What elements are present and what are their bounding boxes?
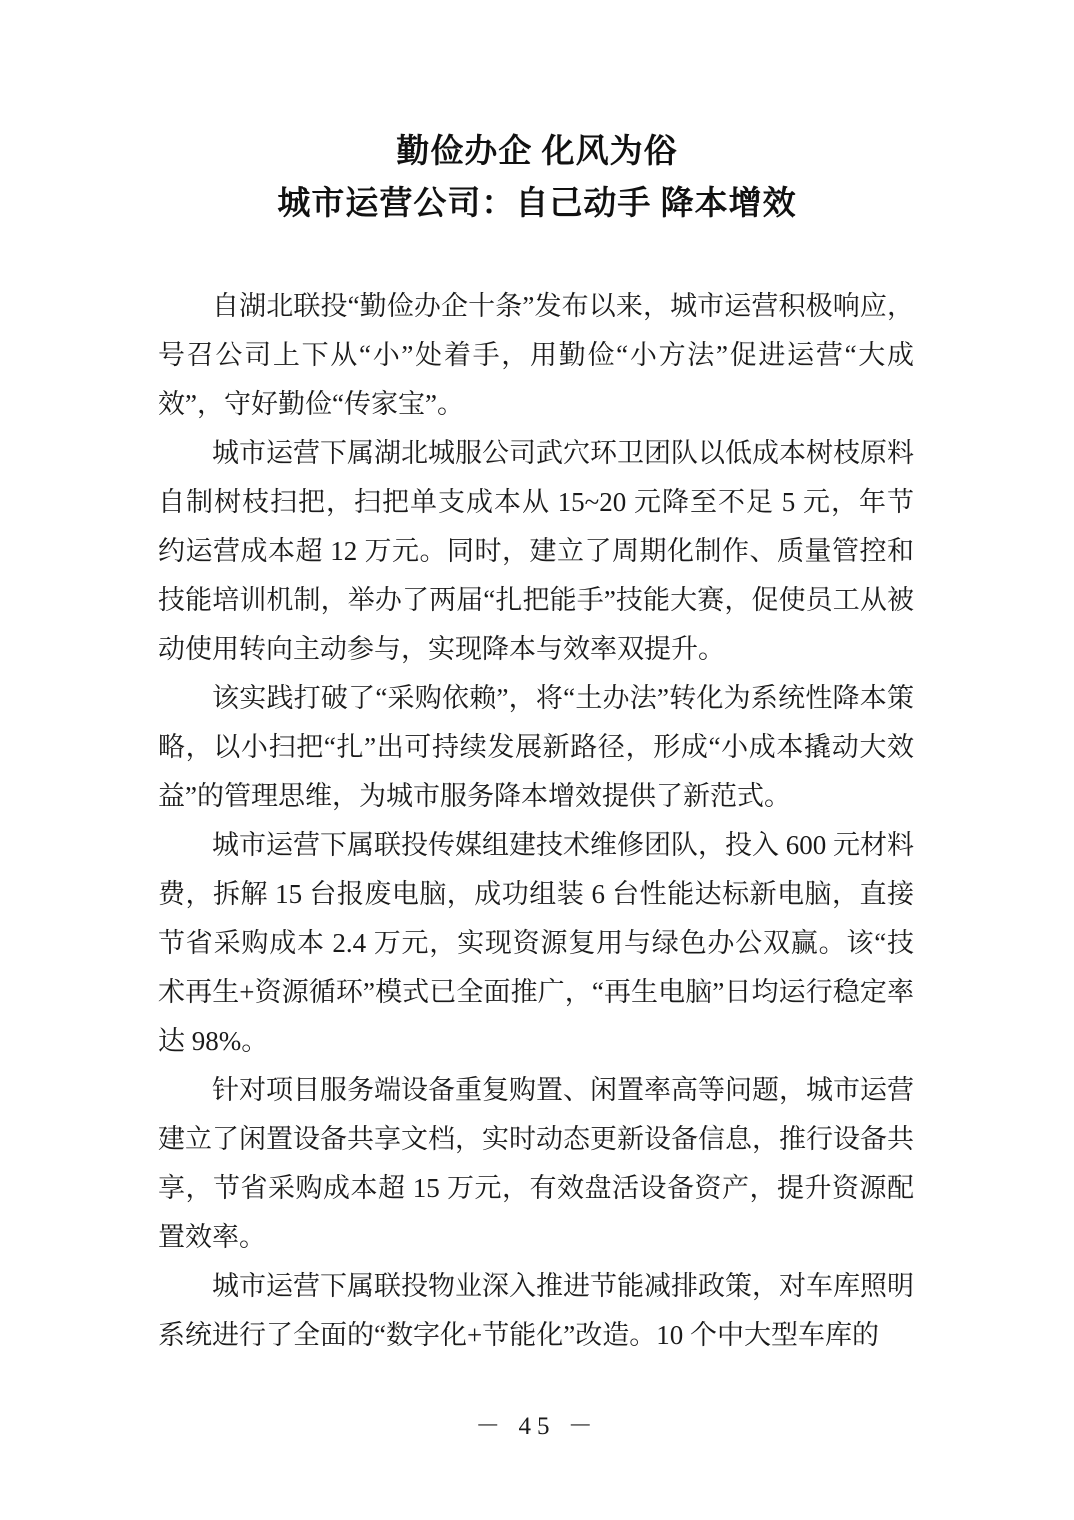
title-line-1: 勤俭办企 化风为俗: [396, 134, 678, 170]
paragraph: 针对项目服务端设备重复购置、闲置率高等问题，城市运营建立了闲置设备共享文档，实时动态更新设备信息，推行设备共享，节省采购成本超 15 万元，有效盘活设备资产，提升资源配置效率。: [158, 1075, 914, 1252]
paragraph: 自湖北联投“勤俭办企十条”发布以来，城市运营积极响应，号召公司上下从“小”处着手，用勤俭“小方法”促进运营“大成效”，守好勤俭“传家宝”。: [158, 291, 914, 419]
page-number: － 45 －: [475, 1413, 599, 1440]
paragraph: 城市运营下属湖北城服公司武穴环卫团队以低成本树枝原料自制树枝扫把，扫把单支成本从 15~20 元降至不足 5 元，年节约运营成本超 12 万元。同时，建立了周期化制作、质量管控和技能培训机制，举办了两届“扎把能手”技能大赛，促使员工从被动使用转向主动参与，实现降本与效率双提升。: [158, 438, 914, 664]
paragraph: 该实践打破了“采购依赖”，将“土办法”转化为系统性降本策略，以小扫把“扎”出可持续发展新路径，形成“小成本撬动大效益”的管理思维，为城市服务降本增效提供了新范式。: [158, 683, 914, 811]
title-line-2: 城市运营公司：自己动手 降本增效: [277, 186, 797, 222]
paragraph: 城市运营下属联投物业深入推进节能减排政策，对车库照明系统进行了全面的“数字化+节能化”改造。10 个中大型车库的: [158, 1271, 914, 1350]
document-body: [158, 282, 914, 1360]
paragraph: 城市运营下属联投传媒组建技术维修团队，投入 600 元材料费，拆解 15 台报废电脑，成功组装 6 台性能达标新电脑，直接节省采购成本 2.4 万元，实现资源复用与绿色办公双赢。该“技术再生+资源循环”模式已全面推广，“再生电脑”日均运行稳定率达 98%。: [158, 830, 914, 1056]
document-title: [0, 126, 1074, 230]
